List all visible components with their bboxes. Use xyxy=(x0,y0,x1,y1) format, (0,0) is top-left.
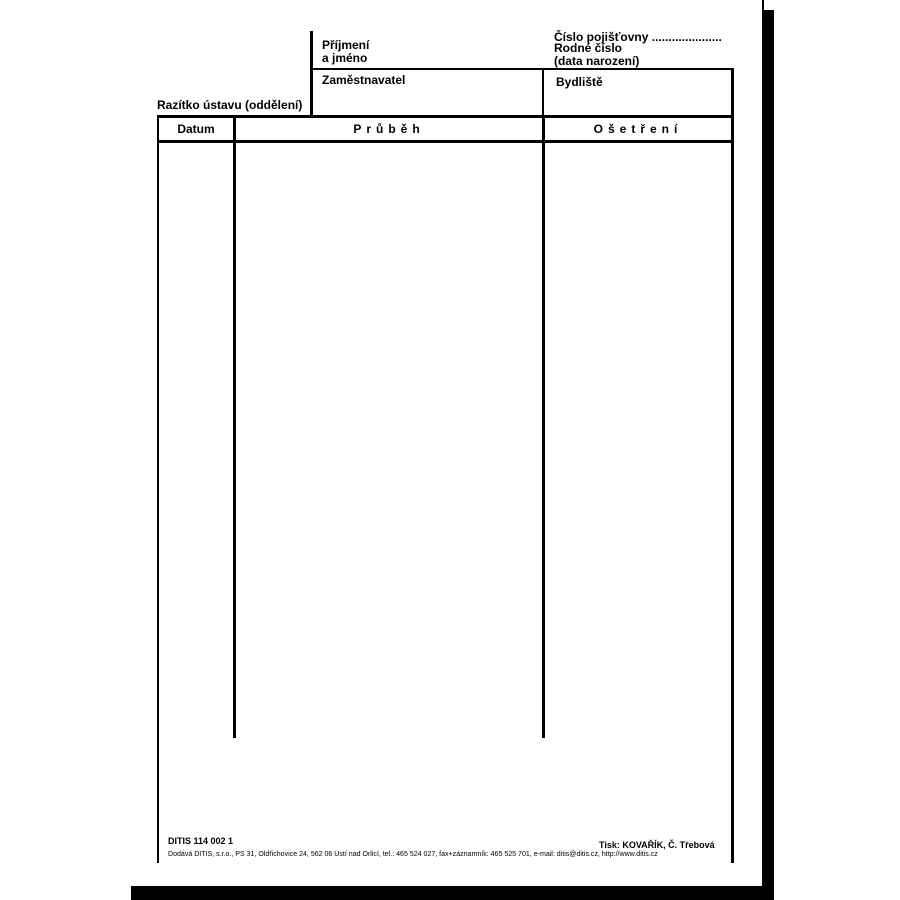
stamp-label: Razítko ústavu (oddělení) xyxy=(157,98,303,112)
first-name-label: a jméno xyxy=(322,51,368,65)
residence-label: Bydliště xyxy=(556,75,603,89)
form-code: DITIS 114 002 1 xyxy=(168,836,234,846)
column-header-treatment: Ošetření xyxy=(593,122,683,136)
column-header-date: Datum xyxy=(177,122,215,136)
residence-right-border xyxy=(731,68,734,117)
page-shadow-bottom xyxy=(131,886,774,900)
table-left-border xyxy=(157,115,159,863)
name-field-left-border xyxy=(310,31,313,115)
employer-residence-divider xyxy=(542,68,544,115)
surname-label: Příjmení xyxy=(322,38,370,52)
progress-column-divider xyxy=(542,115,545,738)
employer-label: Zaměstnavatel xyxy=(322,73,406,87)
header-divider-line xyxy=(310,68,734,70)
birth-number-label: Rodné číslo xyxy=(554,41,623,55)
date-column-divider xyxy=(233,115,236,738)
table-right-border xyxy=(731,115,734,863)
column-header-progress: Průběh xyxy=(353,122,425,136)
supplier-info: Dodává DITIS, s.r.o., PS 31, Oldřichovice 24, 562 06 Ústí nad Orlicí, tel.: 465 524 027, fax+záznamník: 465 525 701, e-mail: ditis@ditis.cz, http://www.ditis.cz xyxy=(168,850,658,858)
birth-date-label: (data narození) xyxy=(554,54,640,68)
insurer-number-label: Číslo pojišťovny ..................... xyxy=(554,30,722,44)
printer-info: Tisk: KOVAŘÍK, Č. Třebová xyxy=(599,840,715,850)
